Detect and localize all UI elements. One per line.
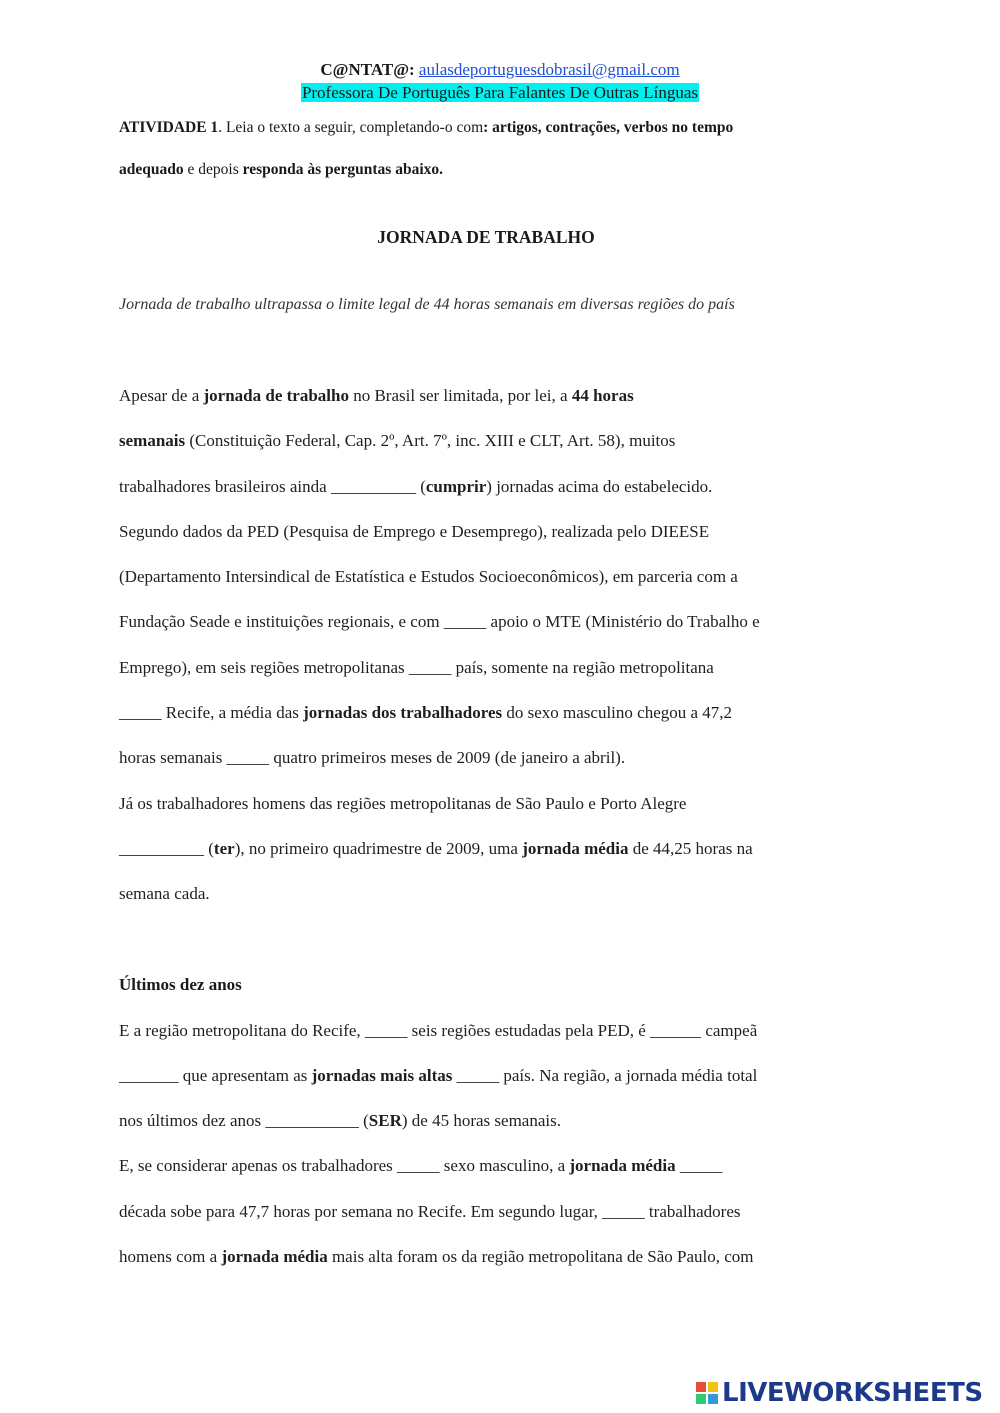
bold-text: cumprir xyxy=(425,477,487,496)
text: ), no primeiro quadrimestre de 2009, uma xyxy=(234,839,523,858)
text-line xyxy=(119,1156,722,1176)
text-line xyxy=(119,703,732,723)
text-line: Fundação Seade e instituições regionais, e com _____ apoio o MTE (Ministério do Trabalho e xyxy=(119,612,760,631)
text: homens com a xyxy=(119,1247,222,1266)
bold-text: ter xyxy=(213,839,235,858)
text: __________ ( xyxy=(119,839,214,858)
instr-text: e depois xyxy=(183,161,243,178)
text: _______ que apresentam as xyxy=(119,1066,312,1085)
text-line xyxy=(119,386,634,406)
logo-cube-cell xyxy=(696,1394,706,1404)
text: no Brasil ser limitada, por lei, a xyxy=(348,386,572,405)
text-line: Emprego), em seis regiões metropolitanas _____ país, somente na região metropolitana xyxy=(119,658,714,677)
text-line: década sobe para 47,7 horas por semana no Recife. Em segundo lugar, _____ trabalhadores xyxy=(119,1202,741,1221)
text: mais alta foram os da região metropolitana de São Paulo, com xyxy=(327,1247,754,1266)
instr-text: . Leia o texto a seguir, completando-o com xyxy=(218,119,484,136)
bold-text: semanais xyxy=(119,431,186,450)
text-line: semana cada. xyxy=(119,884,210,903)
logo-text: LIVEWORKSHEETS xyxy=(722,1378,983,1408)
text-line xyxy=(119,1247,754,1267)
bold-text: jornada média xyxy=(221,1247,328,1266)
bold-text: SER xyxy=(368,1111,402,1130)
activity-instructions-line2 xyxy=(119,160,859,180)
text-line: (Departamento Intersindical de Estatística e Estudos Socioeconômicos), em parceria com a xyxy=(119,567,738,586)
article-subtitle: Jornada de trabalho ultrapassa o limite legal de 44 horas semanais em diversas regiões do país xyxy=(119,296,735,313)
instr-bold: responda às perguntas abaixo. xyxy=(242,161,444,178)
text: ) jornadas acima do estabelecido. xyxy=(486,477,713,496)
teacher-subtitle: Professora De Português Para Falantes De Outras Línguas xyxy=(301,83,699,102)
text-line xyxy=(119,431,675,451)
contact-label: C@NTAT@: xyxy=(320,60,415,79)
email-link[interactable]: aulasdeportuguesdobrasil@gmail.com xyxy=(418,60,680,79)
activity-instructions-line1 xyxy=(119,118,859,138)
liveworksheets-logo[interactable] xyxy=(696,1376,983,1410)
instr-bold: : artigos, contrações, verbos no tempo xyxy=(483,119,734,136)
contact-header xyxy=(0,58,1000,104)
text-line: Já os trabalhadores homens das regiões metropolitanas de São Paulo e Porto Alegre xyxy=(119,794,687,813)
activity-label: ATIVIDADE 1 xyxy=(119,119,219,136)
bold-text: jornadas dos trabalhadores xyxy=(303,703,503,722)
bold-text: jornada de trabalho xyxy=(203,386,349,405)
page-title: JORNADA DE TRABALHO xyxy=(377,227,595,247)
instr-bold: adequado xyxy=(119,161,184,178)
section-heading: Últimos dez anos xyxy=(119,975,242,994)
text: Apesar de a xyxy=(119,386,204,405)
bold-text: jornada média xyxy=(569,1156,676,1175)
text-line xyxy=(119,1111,561,1131)
text-line xyxy=(119,1066,757,1086)
logo-cube-cell xyxy=(708,1394,718,1404)
text: nos últimos dez anos ___________ ( xyxy=(119,1111,369,1130)
text: de 44,25 horas na xyxy=(628,839,753,858)
text-line: Segundo dados da PED (Pesquisa de Emprego e Desemprego), realizada pelo DIEESE xyxy=(119,522,710,541)
logo-cube-cell xyxy=(696,1382,706,1392)
logo-cube-cell xyxy=(708,1382,718,1392)
text: _____ país. Na região, a jornada média total xyxy=(452,1066,758,1085)
bold-text: jornada média xyxy=(522,839,629,858)
text-line: E a região metropolitana do Recife, _____ seis regiões estudadas pela PED, é ______ campeã xyxy=(119,1021,758,1040)
logo-cube-icon xyxy=(696,1382,718,1404)
text-line xyxy=(119,839,753,859)
bold-text: jornadas mais altas xyxy=(311,1066,453,1085)
text: trabalhadores brasileiros ainda __________ ( xyxy=(119,477,426,496)
text-line: horas semanais _____ quatro primeiros meses de 2009 (de janeiro a abril). xyxy=(119,748,626,767)
text: (Constituição Federal, Cap. 2º, Art. 7º, inc. XIII e CLT, Art. 58), muitos xyxy=(185,431,676,450)
text: ) de 45 horas semanais. xyxy=(401,1111,561,1130)
text: do sexo masculino chegou a 47,2 xyxy=(502,703,733,722)
bold-text: 44 horas xyxy=(571,386,634,405)
text: _____ Recife, a média das xyxy=(119,703,304,722)
text: E, se considerar apenas os trabalhadores _____ sexo masculino, a xyxy=(119,1156,570,1175)
text-line xyxy=(119,477,712,497)
text: _____ xyxy=(675,1156,723,1175)
